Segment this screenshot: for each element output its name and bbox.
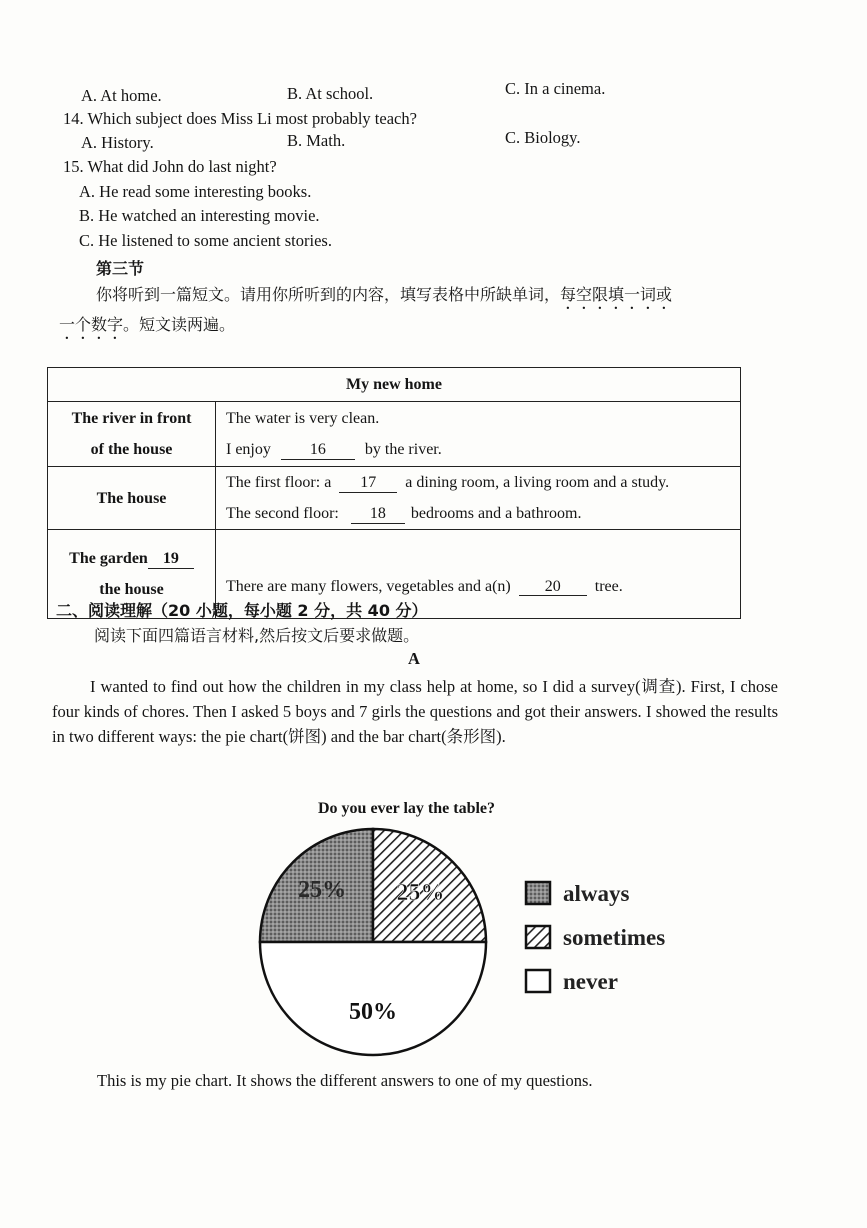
emphasis-text-2: 一个数字: [59, 315, 124, 334]
q14-option-a: A. History.: [81, 133, 154, 152]
blank-16[interactable]: 16: [281, 441, 355, 460]
row-label-garden: The garden 19 the house: [48, 530, 216, 619]
part2-instruction: 阅读下面四篇语言材料,然后按文后要求做题。: [94, 626, 420, 645]
section3-instruction-line2: 一个数字。短文读两遍。: [59, 315, 236, 334]
row-content-garden: There are many flowers, vegetables and a(n) 20 tree.: [216, 530, 741, 619]
blank-19[interactable]: 19: [148, 550, 194, 569]
q15-option-a: A. He read some interesting books.: [79, 182, 312, 201]
legend-swatch-always: [526, 882, 550, 904]
row-content-river: The water is very clean. I enjoy 16 by the river.: [216, 402, 741, 467]
part2-heading: 二、阅读理解（20 小题，每小题 2 分，共 40 分）: [56, 601, 428, 620]
pie-chart: [250, 825, 710, 1065]
q13-option-a: A. At home.: [81, 86, 162, 105]
q14-option-b: B. Math.: [287, 131, 346, 150]
chart-caption: This is my pie chart. It shows the different answers to one of my questions.: [97, 1071, 593, 1090]
pie-label-sometimes: 25%: [396, 880, 445, 907]
passage-label: A: [408, 649, 420, 668]
pie-label-never: 50%: [349, 998, 397, 1025]
section3-instruction-line1: 你将听到一篇短文。请用你所听到的内容，填写表格中所缺单词，每空限填一词或: [96, 285, 673, 304]
q14-option-c: C. Biology.: [505, 128, 581, 147]
emphasis-text-1: 每空限填一词或: [560, 285, 673, 304]
legend-label-never: never: [563, 969, 618, 994]
table-title: My new home: [48, 368, 741, 402]
q15-option-b: B. He watched an interesting movie.: [79, 206, 320, 225]
legend-swatch-never: [526, 970, 550, 992]
row-label-river: The river in front of the house: [48, 402, 216, 467]
row-content-house: The first floor: a 17 a dining room, a living room and a study. The second floor: 18 bedrooms and a bathroom.: [216, 467, 741, 530]
my-new-home-table: [47, 367, 741, 619]
q15-option-c: C. He listened to some ancient stories.: [79, 231, 332, 250]
q13-option-c: C. In a cinema.: [505, 79, 606, 98]
blank-20[interactable]: 20: [519, 578, 587, 597]
chart-title: Do you ever lay the table?: [318, 800, 496, 817]
legend-swatch-sometimes: [526, 926, 550, 948]
row-label-house: The house: [48, 467, 216, 530]
legend-label-sometimes: sometimes: [563, 925, 666, 950]
legend-label-always: always: [563, 881, 630, 906]
blank-18[interactable]: 18: [351, 505, 405, 524]
pie-label-always: 25%: [298, 876, 347, 903]
q14-stem: 14. Which subject does Miss Li most probably teach?: [63, 109, 417, 128]
section3-heading: 第三节: [96, 259, 145, 278]
q15-stem: 15. What did John do last night?: [63, 157, 277, 176]
blank-17[interactable]: 17: [339, 474, 397, 493]
passage-paragraph: I wanted to find out how the children in my class help at home, so I did a survey(调查). First, I chose four kinds of chores. Then I asked 5 boys and 7 girls the questions and got their answers. I showed the results in two different ways: the pie chart(饼图) and the bar chart(条形图).: [52, 677, 778, 746]
q13-option-b: B. At school.: [287, 84, 374, 103]
